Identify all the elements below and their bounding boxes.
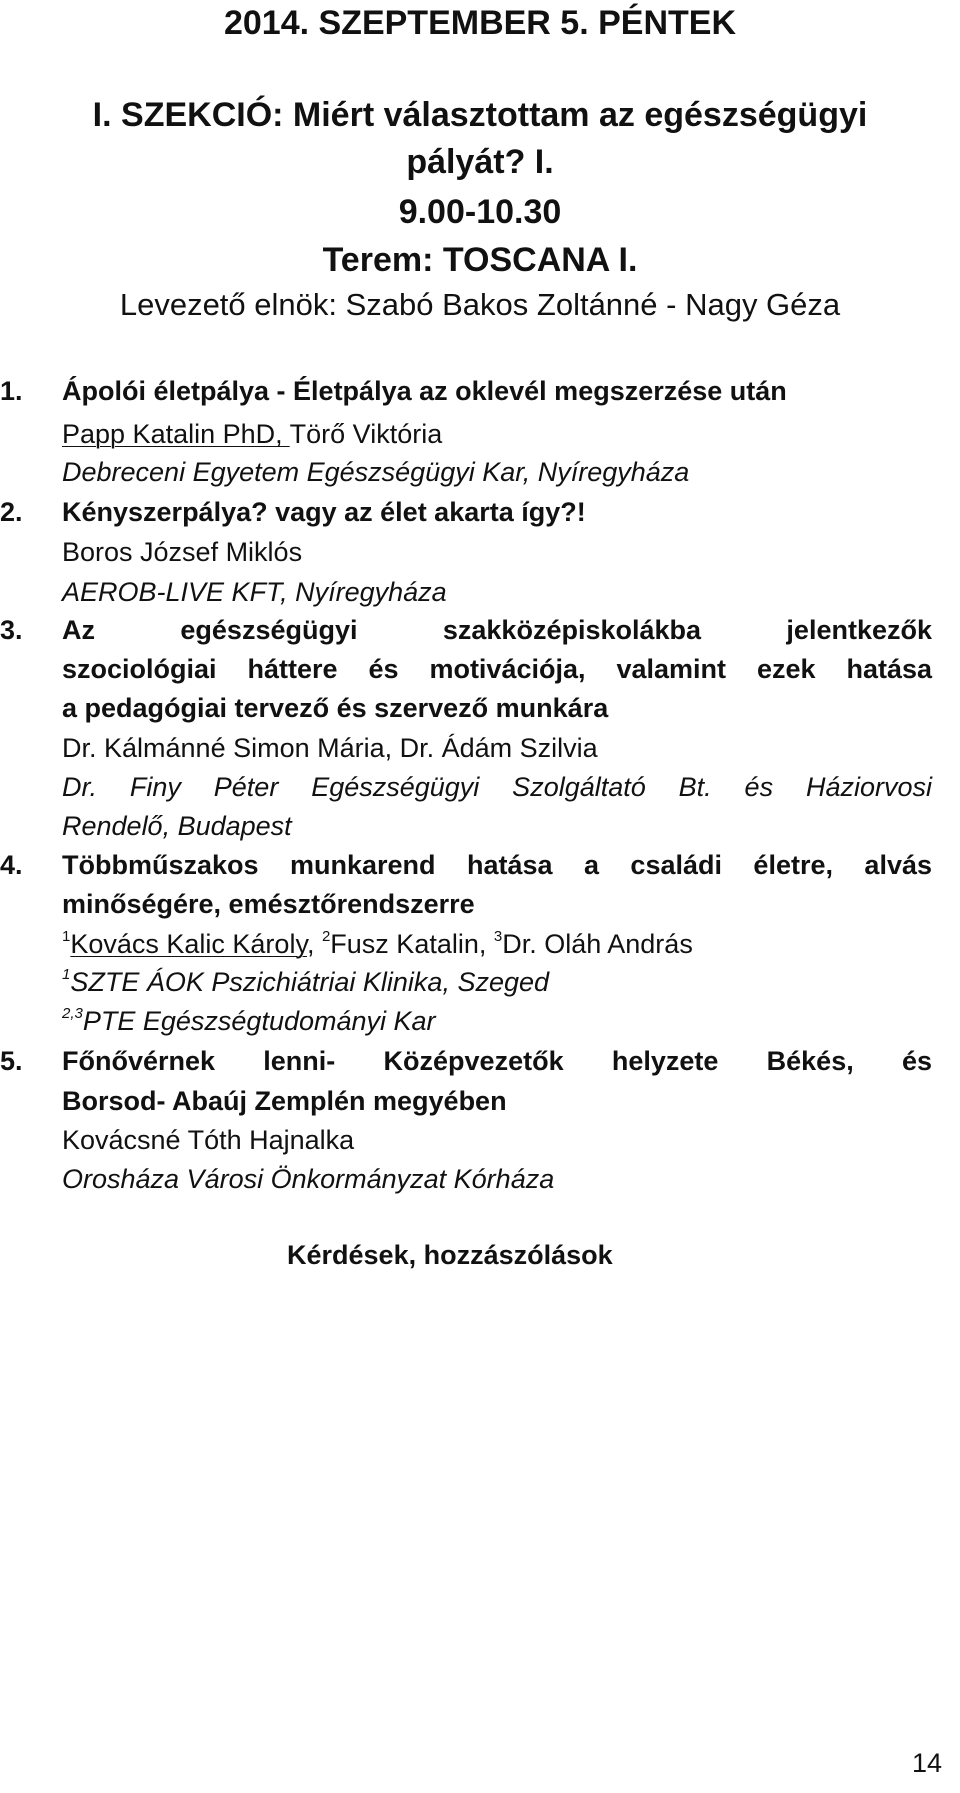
talk-4-number: 4. — [0, 850, 23, 880]
author-2-marker: 2 — [321, 928, 331, 945]
session-room: Terem: TOSCANA I. — [322, 241, 638, 279]
page-number: 14 — [911, 1748, 942, 1778]
talk-2-title: Kényszerpálya? vagy az élet akarta így?! — [62, 497, 586, 527]
talk-3-title-line2: szociológiai háttere és motivációja, valamint ezek hatása — [62, 654, 932, 684]
talk-4-presenter: Kovács Kalic Károly — [70, 929, 307, 959]
talk-4-coauthor-2: Fusz Katalin, — [330, 929, 494, 959]
talk-3-affiliation-line2: Rendelő, Budapest — [62, 811, 292, 841]
section-title-line1: I. SZEKCIÓ: Miért választottam az egészségügyi — [92, 96, 868, 134]
talk-1-authors — [62, 419, 442, 450]
talk-5-number: 5. — [0, 1046, 23, 1076]
talk-5-affiliation: Orosháza Városi Önkormányzat Kórháza — [62, 1164, 555, 1194]
affiliation-2-marker: 2,3 — [62, 1005, 83, 1022]
affiliation-1-text: SZTE ÁOK Pszichiátriai Klinika, Szeged — [70, 967, 550, 997]
page-date: 2014. SZEPTEMBER 5. PÉNTEK — [223, 4, 737, 42]
talk-4-title-line1: Többműszakos munkarend hatása a családi életre, alvás — [62, 850, 932, 880]
talk-3-number: 3. — [0, 615, 23, 645]
author-3-marker: 3 — [493, 928, 503, 945]
talk-5-title-line2: Borsod- Abaúj Zemplén megyében — [62, 1086, 507, 1116]
session-chairs: Levezető elnök: Szabó Bakos Zoltánné - Nagy Géza — [119, 287, 841, 322]
talk-3-title-line3: a pedagógiai tervező és szervező munkára — [62, 693, 609, 723]
talk-3-affiliation-line1: Dr. Finy Péter Egészségügyi Szolgáltató Bt. és Háziorvosi — [62, 772, 932, 802]
talk-2-authors: Boros József Miklós — [62, 537, 303, 567]
author-1-marker: 1 — [62, 928, 71, 945]
talk-2-number: 2. — [0, 497, 23, 527]
talk-1-title: Ápolói életpálya - Életpálya az oklevél megszerzése után — [62, 376, 787, 406]
author-separator: , — [306, 929, 322, 959]
session-time: 9.00-10.30 — [398, 193, 562, 231]
talk-2-affiliation: AEROB-LIVE KFT, Nyíregyháza — [62, 577, 447, 607]
talk-4-authors — [62, 929, 693, 960]
talk-1-number: 1. — [0, 376, 23, 406]
talk-3-title-line1: Az egészségügyi szakközépiskolákba jelentkezők — [62, 615, 932, 645]
talk-4-affiliation-1 — [62, 967, 549, 998]
talk-1-affiliation: Debreceni Egyetem Egészségügyi Kar, Nyíregyháza — [62, 457, 690, 487]
affiliation-1-marker: 1 — [62, 966, 71, 983]
talk-4-title-line2: minőségére, emésztőrendszerre — [62, 889, 475, 919]
section-title-line2: pályát? I. — [406, 143, 554, 181]
talk-5-title-line1: Főnővérnek lenni- Középvezetők helyzete Békés, és — [62, 1046, 932, 1076]
talk-5-authors: Kovácsné Tóth Hajnalka — [62, 1125, 355, 1155]
closing-discussion: Kérdések, hozzászólások — [287, 1240, 613, 1270]
talk-1-coauthor: Törő Viktória — [289, 419, 443, 449]
talk-3-authors: Dr. Kálmánné Simon Mária, Dr. Ádám Szilvia — [62, 733, 598, 763]
talk-4-coauthor-3: Dr. Oláh András — [502, 929, 693, 959]
affiliation-2-text: PTE Egészségtudományi Kar — [82, 1006, 436, 1036]
talk-1-presenter: Papp Katalin PhD, — [62, 419, 290, 449]
talk-4-affiliation-2 — [62, 1006, 436, 1037]
